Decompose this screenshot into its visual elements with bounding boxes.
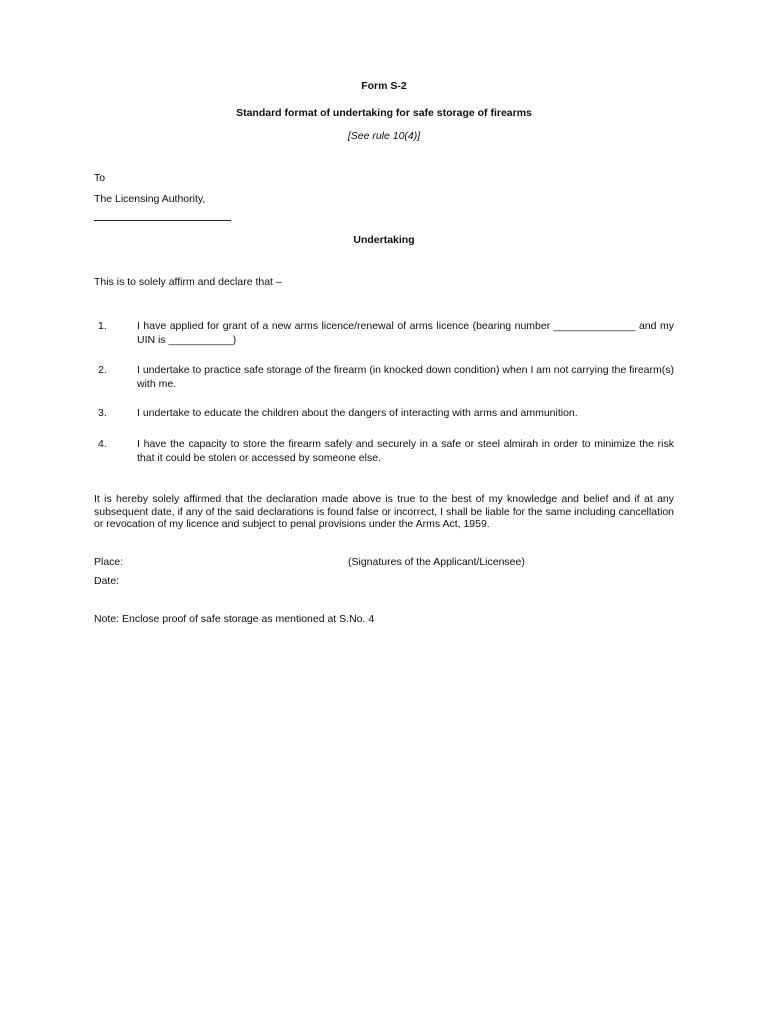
list-item-text: I have applied for grant of a new arms licence/renewal of arms licence (bearing number ______________ and my UIN is ___________) [137,320,674,346]
section-heading: Undertaking [353,234,415,246]
rule-reference: [See rule 10(4)] [347,130,421,142]
form-subtitle: Standard format of undertaking for safe storage of firearms [236,107,532,119]
list-item-number: 4. [98,438,107,450]
addressee-to: To [94,172,106,184]
declaration-paragraph: It is hereby solely affirmed that the declaration made above is true to the best of my knowledge and belief and if at any subsequent date, if any of the said declarations is found false or incorrect, I shall be liable for the same including cancellation or revocation of my licence and subject to penal provisions under the Arms Act, 1959. [94,493,674,531]
footer-note: Note: Enclose proof of safe storage as mentioned at S.No. 4 [94,613,375,625]
list-item-number: 3. [98,407,107,419]
place-label: Place: [94,556,124,568]
addressee-authority: The Licensing Authority, [94,193,206,205]
list-item-text: I undertake to practice safe storage of the firearm (in knocked down condition) when I am not carrying the firearm(s) with me. [137,364,674,390]
signature-label: (Signatures of the Applicant/Licensee) [348,556,525,568]
date-label: Date: [94,575,120,587]
form-title: Form S-2 [361,80,407,92]
authority-blank-line [94,220,231,221]
list-item-text: I undertake to educate the children about the dangers of interacting with arms and ammunition. [137,407,578,419]
list-item-number: 1. [98,320,107,332]
affirm-intro: This is to solely affirm and declare that – [94,276,282,288]
list-item-text: I have the capacity to store the firearm safely and securely in a safe or steel almirah in order to minimize the risk that it could be stolen or accessed by someone else. [137,438,674,464]
list-item-number: 2. [98,364,107,376]
